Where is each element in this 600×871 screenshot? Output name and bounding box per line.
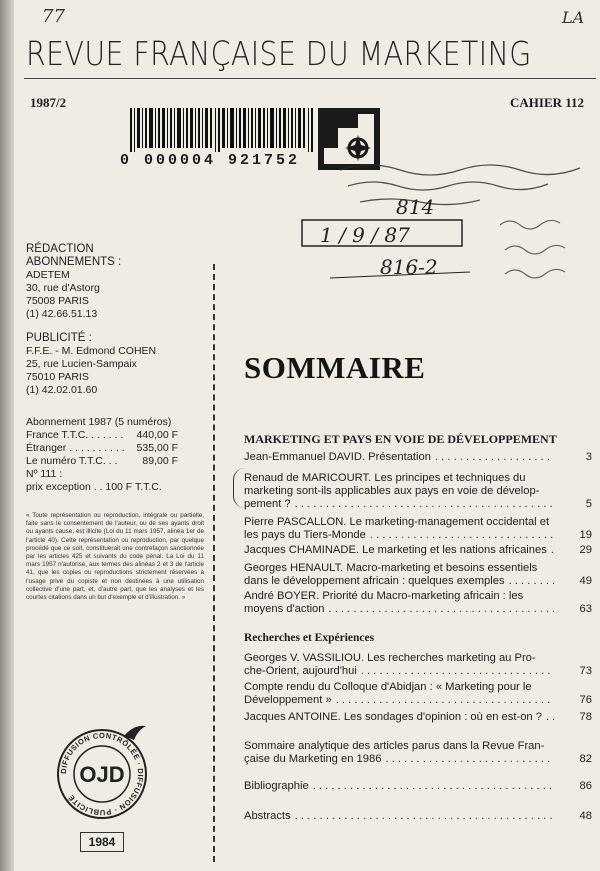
ojd-center-text: OJD (79, 762, 125, 787)
entry-text-line: Sommaire analytique des articles parus dans la Revue Fran- (244, 740, 545, 752)
entry-last-line (244, 451, 592, 464)
redaction-heading-1: RÉDACTION (26, 243, 94, 255)
redaction-line: (1) 42.66.51.13 (26, 308, 98, 320)
contents-entry (244, 544, 592, 557)
entry-text: çaise du Marketing en 1986 (244, 753, 382, 766)
contents-entry (244, 810, 592, 823)
special-issue-price: prix exception . . 100 F T.T.C. (26, 481, 162, 493)
entry-text-line: Georges HENAULT. Macro-marketing et besoins essentiels (244, 562, 538, 574)
contents-entry (244, 516, 592, 542)
ojd-ring-text: DIFFUSION CONTRÔLÉE · DIFFUSION · PUBLICITÉ (58, 730, 146, 818)
subscription-row (26, 455, 178, 468)
page-number: 49 (579, 575, 592, 588)
page-number: 19 (579, 529, 592, 542)
entry-text: moyens d'action (244, 603, 325, 616)
subscription-row (26, 442, 178, 455)
contents-entry (244, 472, 592, 512)
handwritten-code-top-right: LA (562, 8, 585, 27)
redaction-line: 30, rue d'Astorg (26, 282, 100, 294)
page-number: 63 (579, 603, 592, 616)
redaction-line: ADETEM (26, 269, 70, 281)
redaction-line: 75008 PARIS (26, 295, 89, 307)
dot-leader (295, 498, 554, 511)
contents-title: SOMMAIRE (244, 350, 426, 385)
entry-text: Jacques ANTOINE. Les sondages d'opinion : où en est-on ? (244, 711, 542, 723)
entry-last-line (244, 753, 592, 766)
dot-leader (435, 451, 554, 464)
masthead-title: REVUE FRANÇAISE DU MARKETING (26, 34, 532, 73)
dot-leader (361, 665, 554, 678)
dot-leader (295, 810, 554, 823)
dot-leader (385, 753, 554, 766)
section-heading-research: Recherches et Expériences (244, 632, 375, 644)
contents-entry (244, 652, 592, 678)
publicite-line: 25, rue Lucien-Sampaix (26, 358, 137, 370)
redaction-heading-2: ABONNEMENTS : (26, 256, 122, 268)
subscription-price: 89,00 F (142, 455, 178, 467)
entry-last-line (244, 694, 592, 707)
entry-text: Bibliographie (244, 780, 309, 792)
entry-text-line: Georges V. VASSILIOU. Les recherches marketing au Pro- (244, 652, 536, 664)
dot-leader (370, 529, 554, 542)
publicite-heading: PUBLICITÉ : (26, 332, 92, 344)
subscription-label: Le numéro T.T.C. . . (26, 455, 118, 467)
dot-leader (329, 603, 555, 616)
page-number: 48 (579, 810, 592, 822)
barcode-image (130, 108, 316, 152)
dot-leader (336, 694, 554, 707)
issue-number: 1987/2 (30, 95, 67, 110)
column-divider (213, 264, 215, 862)
entry-text: che-Orient, aujourd'hui (244, 665, 357, 678)
contents-entry (244, 711, 592, 724)
subscription-block (26, 416, 178, 494)
dot-leader (509, 575, 554, 588)
entry-text: pement ? (244, 498, 291, 511)
page-number: 82 (579, 753, 592, 766)
special-issue-label: Nº 111 : (26, 468, 63, 480)
stamp-date-line: 1 / 9 / 87 (320, 223, 410, 247)
entry-last-line (244, 544, 592, 557)
entry-last-line (244, 780, 592, 793)
barcode-digits: 0 000004 921752 (120, 152, 301, 169)
library-stamp (300, 150, 600, 285)
entry-text-line: Pierre PASCALLON. Le marketing-management occidental et (244, 516, 550, 528)
cahier-number: CAHIER 112 (510, 95, 585, 110)
subscription-row (26, 429, 178, 442)
entry-last-line (244, 529, 592, 542)
contents-entry (244, 562, 592, 588)
subscription-label: Étranger . . . . . . . . . . (26, 442, 125, 454)
publicite-line: F.F.E. - M. Edmond COHEN (26, 345, 157, 357)
entry-last-line (244, 711, 592, 724)
subscription-label: France T.T.C. . . . . . . (26, 429, 124, 441)
binding-edge (0, 0, 14, 871)
entry-text: Développement » (244, 694, 332, 707)
page-number: 76 (579, 694, 592, 707)
page-number: 78 (579, 711, 592, 723)
stamp-handwritten-top: 814 (396, 195, 435, 219)
subscription-price: 535,00 F (136, 442, 178, 454)
entry-text-line: André BOYER. Priorité du Macro-marketing africain : les (244, 590, 524, 602)
page-number: 73 (579, 665, 592, 678)
entry-text: Jean-Emmanuel DAVID. Présentation (244, 451, 431, 463)
entry-last-line (244, 810, 592, 823)
dot-leader (546, 711, 554, 724)
entry-text-line: Compte rendu du Colloque d'Abidjan : « Marketing pour le (244, 681, 532, 693)
subscription-price: 440,00 F (136, 429, 178, 441)
entry-last-line (244, 498, 592, 511)
section-heading-developing-countries: MARKETING ET PAYS EN VOIE DE DÉVELOPPEMENT (244, 432, 557, 446)
page-number: 3 (585, 451, 592, 463)
entry-text: Jacques CHAMINADE. Le marketing et les nations africaines (244, 544, 547, 556)
subscription-title: Abonnement 1987 (5 numéros) (26, 416, 172, 428)
entry-last-line (244, 575, 592, 588)
dot-leader (313, 780, 554, 793)
entry-text-line: marketing sont-ils applicables aux pays en voie de dévelop- (244, 485, 540, 498)
publicite-line: 75010 PARIS (26, 371, 89, 383)
contents-entry (244, 590, 592, 616)
page-number: 5 (585, 498, 592, 511)
handwritten-number-top-left: 77 (42, 6, 65, 27)
entry-text: les pays du Tiers-Monde (244, 529, 366, 542)
entry-last-line (244, 665, 592, 678)
entry-text-line: Renaud de MARICOURT. Les principes et techniques du (244, 472, 526, 484)
page-number: 86 (579, 780, 592, 792)
contents-entry (244, 740, 592, 766)
dot-leader (551, 544, 554, 557)
contents-entry (244, 451, 592, 464)
page-number: 29 (579, 544, 592, 556)
contents-entry (244, 780, 592, 793)
ojd-year: 1984 (80, 832, 124, 852)
contents-entry (244, 681, 592, 707)
publicite-block (26, 332, 156, 397)
entry-text: dans le développement africain : quelques exemples (244, 575, 505, 588)
ojd-seal (54, 722, 150, 826)
redaction-block (26, 243, 121, 321)
stamp-handwritten-bottom: 816-2 (380, 255, 438, 279)
copyright-notice: « Toute représentation ou reproduction, intégrale ou partielle, faite sans le consentement de l'auteur, ou de ses ayants droit ou ayants cause, est illicite (Loi du 11 mars 1957, alinéa 1er de l'article 40). Cette représentation ou reproduction, par quelque procédé que ce soit, constituerait une contrefaçon sanctionnée par les articles 425 et suivants du code pénal. La Loi du 11 mars 1957 n'autorise, aux termes des alinéas 2 et 3 de l'article 41, que les copies ou reproductions strictement réservées à l'usage privé du copiste et non destinées à une utilisation collective d'une part, et, d'autre part, que les analyses et les courtes citations dans un but d'exemple et d'illustration. » (26, 512, 204, 602)
masthead-rule (24, 78, 596, 79)
publicite-line: (1) 42.02.01.60 (26, 384, 98, 396)
entry-last-line (244, 603, 592, 616)
entry-text: Abstracts (244, 810, 291, 822)
